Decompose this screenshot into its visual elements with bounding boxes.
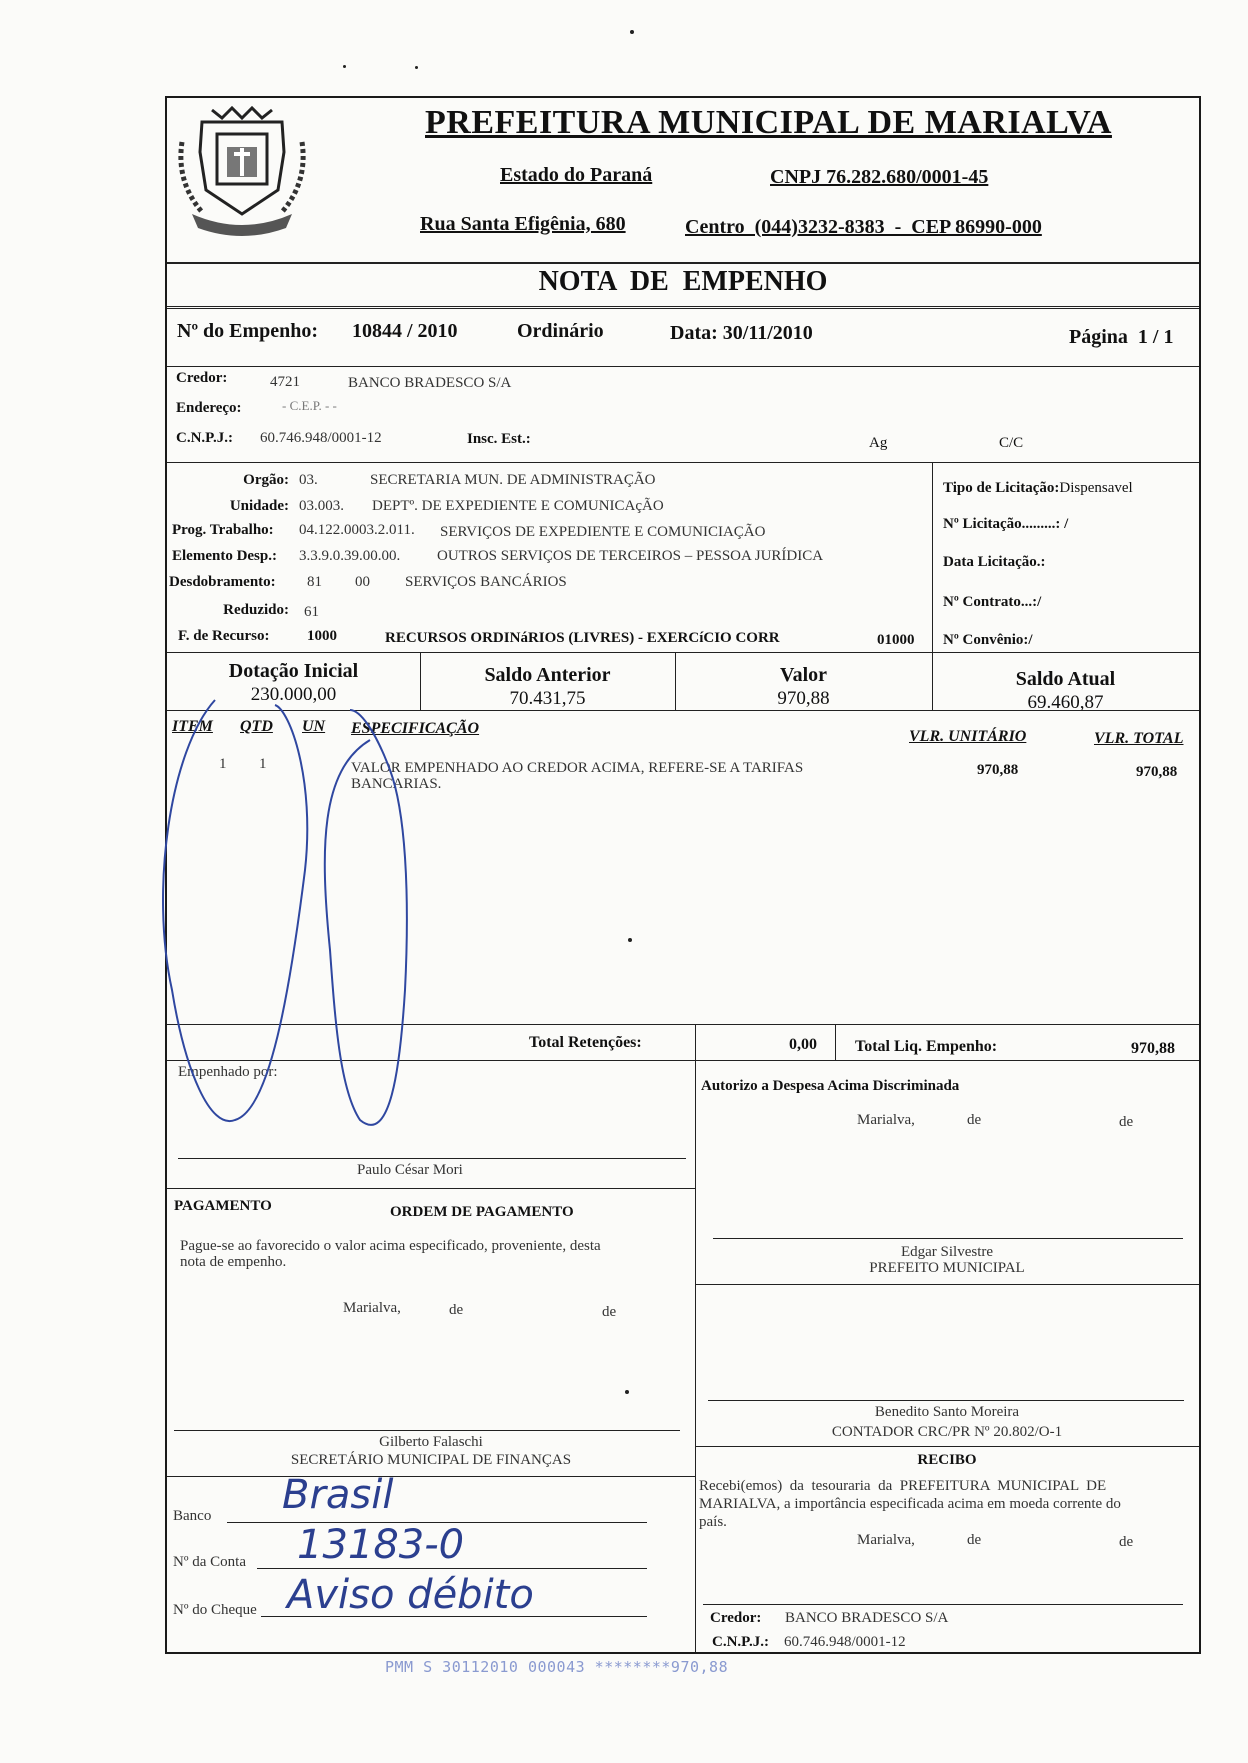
orgao-label: Orgão:: [243, 472, 289, 488]
empenho-type: Ordinário: [517, 320, 604, 342]
tipo-licitacao-key: Tipo de Licitação:: [943, 480, 1060, 496]
recibo-text-line3: país.: [699, 1514, 727, 1530]
col-item: ITEM: [172, 718, 213, 735]
empenhado-label: Empenhado por:: [178, 1064, 278, 1080]
recibo-text-line2: MARIALVA, a importância especificada acima em moeda corrente do: [699, 1496, 1121, 1512]
prefeito-name: Edgar Silvestre: [900, 1244, 994, 1260]
institution-title: PREFEITURA MUNICIPAL DE MARIALVA: [425, 104, 1112, 141]
empenho-number: 10844 / 2010: [352, 320, 458, 342]
orgao-code: 03.: [299, 472, 318, 488]
banco-handwritten: Brasil: [282, 1472, 394, 1518]
autorizo-de1: de: [967, 1112, 982, 1128]
desdobramento-label: Desdobramento:: [169, 574, 276, 590]
valor-value: 970,88: [777, 688, 830, 709]
credor-label: Credor:: [176, 370, 228, 386]
pagamento-de2: de: [602, 1304, 617, 1320]
data-licitacao-label: Data Licitação.:: [943, 554, 1046, 570]
page-number: Página 1 / 1: [1069, 326, 1174, 348]
prefeito-title: PREFEITO MUNICIPAL: [869, 1260, 1025, 1276]
recibo-cnpj-label: C.N.P.J.:: [712, 1634, 769, 1650]
cc-label: C/C: [999, 435, 1024, 451]
valor-label: Valor: [779, 664, 828, 686]
col-total-value: VLR. TOTAL: [1094, 730, 1184, 747]
recurso-code: 1000: [307, 628, 337, 644]
recibo-place: Marialva,: [857, 1532, 915, 1548]
reduzido-label: Reduzido:: [223, 602, 289, 618]
scan-dot: [415, 66, 418, 69]
pen-scribble: [160, 690, 450, 1150]
desdobramento-code: 81: [307, 574, 322, 590]
elemento-code: 3.3.9.0.39.00.00.: [299, 548, 401, 564]
scan-dot: [630, 30, 634, 34]
recibo-de2: de: [1119, 1534, 1134, 1550]
coat-of-arms-icon: [172, 102, 312, 238]
retencoes-value: 0,00: [789, 1036, 817, 1053]
reduzido-value: 61: [304, 604, 319, 620]
endereco-label: Endereço:: [176, 400, 242, 416]
cnpj-credor-value: 60.746.948/0001-12: [260, 430, 382, 446]
recurso-label: F. de Recurso:: [178, 628, 270, 644]
col-un: UN: [302, 718, 326, 735]
pagamento-de1: de: [449, 1302, 464, 1318]
ordem-pagamento-label: ORDEM DE PAGAMENTO: [390, 1204, 574, 1220]
convenio-label: Nº Convênio:/: [943, 632, 1033, 648]
endereco-value: - C.E.P. - -: [282, 398, 337, 413]
scan-dot: [343, 65, 346, 68]
recibo-credor-name: BANCO BRADESCO S/A: [785, 1610, 949, 1626]
saldo-anterior-label: Saldo Anterior: [484, 664, 611, 686]
autorizo-label: Autorizo a Despesa Acima Discriminada: [701, 1078, 960, 1094]
orgao-name: SECRETARIA MUN. DE ADMINISTRAÇÃO: [370, 472, 656, 488]
tipo-licitacao-label: [943, 480, 1133, 497]
pagamento-text-line2: nota de empenho.: [180, 1254, 287, 1270]
contact-label: Centro (044)3232-8383 - CEP 86990-000: [685, 216, 1042, 238]
insc-label: Insc. Est.:: [467, 431, 531, 447]
item-qtd: 1: [259, 756, 267, 772]
item-total-value: 970,88: [1136, 764, 1178, 780]
state-label: Estado do Paraná: [500, 164, 653, 186]
saldo-atual-label: Saldo Atual: [1015, 668, 1116, 690]
desdobramento-code2: 00: [355, 574, 370, 590]
contrato-label: Nº Contrato...:/: [943, 594, 1042, 610]
mechanical-stamp: PMM S 30112010 000043 ********970,88: [385, 1658, 729, 1676]
prog-label: Prog. Trabalho:: [172, 522, 274, 538]
retencoes-label: Total Retenções:: [529, 1034, 642, 1051]
elemento-name: OUTROS SERVIÇOS DE TERCEIROS – PESSOA JURÍDICA: [437, 548, 824, 564]
item-spec-line2: BANCARIAS.: [351, 776, 442, 792]
empenho-date: Data: 30/11/2010: [670, 322, 813, 344]
dotacao-value: 230.000,00: [250, 684, 337, 705]
recibo-de1: de: [967, 1532, 982, 1548]
tipo-licitacao-value: Dispensavel: [1059, 480, 1133, 496]
saldo-atual-value: 69.460,87: [1027, 692, 1104, 713]
unidade-label: Unidade:: [229, 498, 289, 514]
ag-label: Ag: [869, 435, 888, 451]
secretario-title: SECRETÁRIO MUNICIPAL DE FINANÇAS: [290, 1452, 572, 1468]
cheque-label: Nº do Cheque: [173, 1602, 257, 1618]
cnpj-label: CNPJ 76.282.680/0001-45: [770, 166, 989, 188]
desdobramento-name: SERVIÇOS BANCÁRIOS: [405, 574, 567, 590]
document-title: NOTA DE EMPENHO: [538, 266, 828, 297]
pagamento-text-line1: Pague-se ao favorecido o valor acima especificado, proveniente, desta: [180, 1238, 601, 1254]
item-unit-value: 970,88: [977, 762, 1019, 778]
unidade-code: 03.003.: [299, 498, 344, 514]
secretario-name: Gilberto Falaschi: [379, 1434, 483, 1450]
total-liq-value: 970,88: [1131, 1040, 1175, 1057]
recibo-text-line1: Recebi(emos) da tesouraria da PREFEITURA MUNICIPAL DE: [699, 1478, 1107, 1494]
col-unit-value: VLR. UNITÁRIO: [909, 728, 1027, 745]
pagamento-label: PAGAMENTO: [174, 1198, 272, 1214]
item-number: 1: [219, 756, 227, 772]
col-qtd: QTD: [240, 718, 273, 735]
unidade-name: DEPTº. DE EXPEDIENTE E COMUNICAçÃO: [372, 498, 664, 514]
conta-label: Nº da Conta: [173, 1554, 246, 1570]
autorizo-place: Marialva,: [857, 1112, 915, 1128]
cheque-handwritten: Aviso débito: [287, 1572, 534, 1618]
credor-code: 4721: [270, 374, 300, 390]
num-licitacao-label: Nº Licitação.........: /: [943, 516, 1069, 532]
empenho-label: Nº do Empenho:: [177, 320, 319, 342]
contador-title: CONTADOR CRC/PR Nº 20.802/O-1: [831, 1424, 1063, 1440]
scan-dot: [625, 1390, 629, 1394]
autorizo-de2: de: [1119, 1114, 1134, 1130]
recurso-code2: 01000: [877, 632, 915, 648]
recibo-cnpj-value: 60.746.948/0001-12: [784, 1634, 906, 1650]
scan-dot: [628, 938, 632, 942]
saldo-anterior-value: 70.431,75: [509, 688, 586, 709]
total-liq-label: Total Liq. Empenho:: [855, 1038, 998, 1055]
recurso-name: RECURSOS ORDINáRIOS (LIVRES) - EXERCíCIO CORR: [385, 630, 780, 646]
col-spec: ESPECIFICAÇÃO: [351, 720, 480, 737]
cnpj-credor-label: C.N.P.J.:: [176, 430, 233, 446]
recibo-label: RECIBO: [917, 1452, 977, 1468]
recibo-credor-label: Credor:: [710, 1610, 762, 1626]
credor-name: BANCO BRADESCO S/A: [348, 375, 512, 391]
elemento-label: Elemento Desp.:: [172, 548, 277, 564]
conta-handwritten: 13183-0: [297, 1522, 465, 1568]
banco-label: Banco: [173, 1508, 212, 1524]
prog-code: 04.122.0003.2.011.: [299, 522, 415, 538]
prog-name: SERVIÇOS DE EXPEDIENTE E COMUNICIAÇÃO: [440, 524, 766, 540]
dotacao-label: Dotação Inicial: [228, 660, 359, 682]
item-spec-line1: VALOR EMPENHADO AO CREDOR ACIMA, REFERE-SE A TARIFAS: [351, 760, 804, 776]
pagamento-place: Marialva,: [343, 1300, 401, 1316]
address-label: Rua Santa Efigênia, 680: [420, 213, 626, 235]
contador-name: Benedito Santo Moreira: [874, 1404, 1020, 1420]
empenhado-name: Paulo César Mori: [357, 1162, 463, 1178]
